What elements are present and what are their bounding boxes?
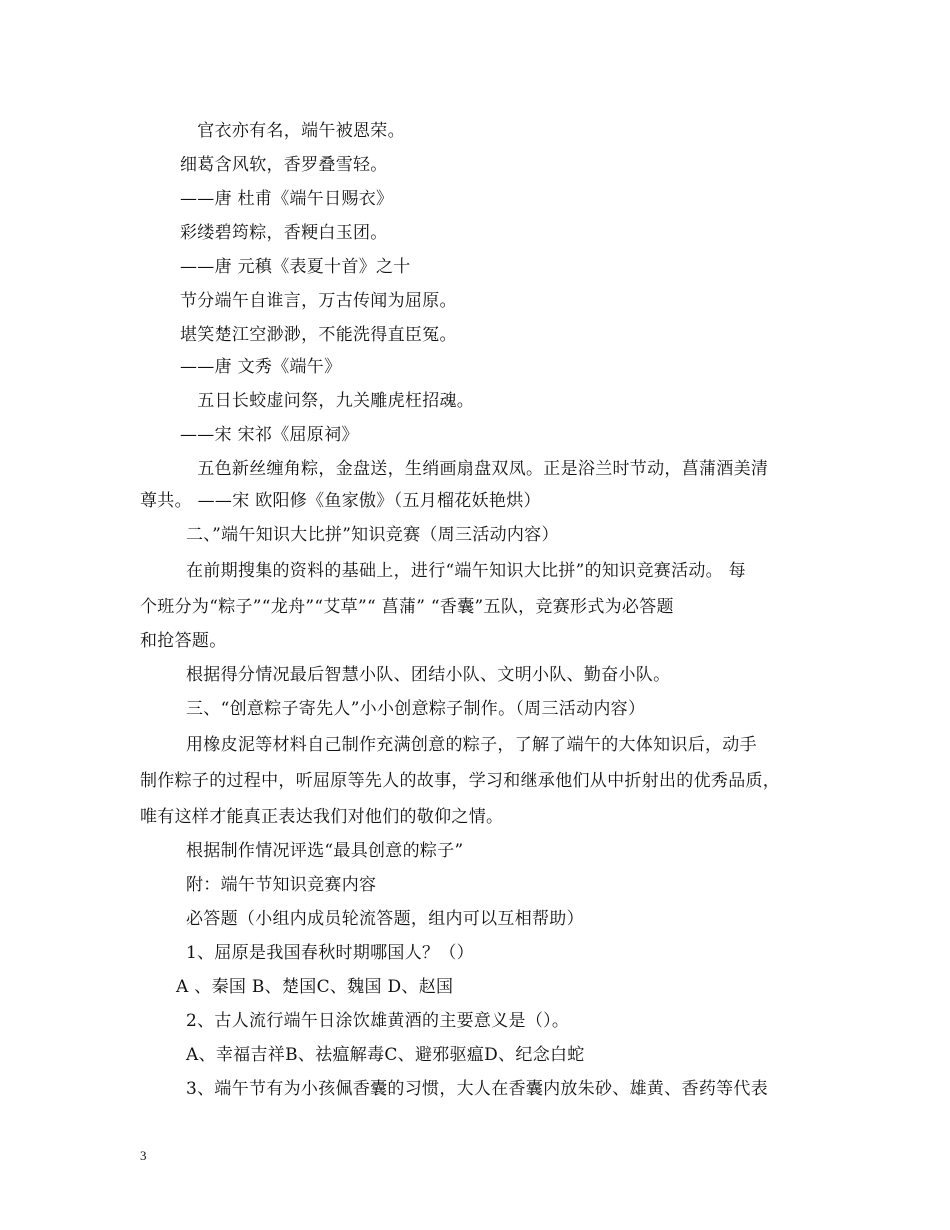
text-line: 彩缕碧筠粽，香粳白玉团。: [180, 223, 388, 243]
text-line: 根据得分情况最后智慧小队、团结小队、文明小队、勤奋小队。: [186, 665, 671, 685]
text-line: 节分端午自谁言，万古传闻为屈原。: [180, 291, 457, 311]
text-line: 在前期搜集的资料的基础上，进行“端午知识大比拼”的知识竞赛活动。 每: [186, 561, 746, 581]
section-heading: 二、”端午知识大比拼”知识竞赛（周三活动内容）: [186, 525, 559, 545]
question-line: 1、屈原是我国春秋时期哪国人？（）: [186, 943, 474, 963]
question-line: 3、端午节有为小孩佩香囊的习惯，大人在香囊内放朱砂、雄黄、香药等代表: [186, 1079, 769, 1099]
question-line: 2、古人流行端午日涂饮雄黄酒的主要意义是（）。: [186, 1011, 570, 1031]
text-line: ——唐 杜甫《端午日赐衣》: [180, 189, 394, 209]
text-line: 官衣亦有名，端午被恩荣。: [180, 121, 405, 141]
text-line: 细葛含风软，香罗叠雪轻。: [180, 155, 388, 175]
text-line: 制作粽子的过程中，听屈原等先人的故事，学习和继承他们从中折射出的优秀品质，: [140, 771, 781, 791]
text-line: 五色新丝缠角粽，金盘送，生绡画扇盘双凤。正是浴兰时节动，菖蒲酒美清: [180, 459, 769, 479]
text-line: 和抢答题。: [140, 631, 227, 651]
text-line: 个班分为“粽子”“龙舟”“艾草”“ 菖蒲” “香囊”五队，竞赛形式为必答题: [140, 597, 674, 617]
text-line: 堪笑楚江空渺渺，不能洗得直臣冤。: [180, 325, 457, 345]
option-line: A 、秦国 B、楚国C、魏国 D、赵国: [176, 977, 454, 997]
text-line: 用橡皮泥等材料自己制作充满创意的粽子，了解了端午的大体知识后，动手: [186, 735, 757, 755]
option-line: A、幸福吉祥B、祛瘟解毒C、避邪驱瘟D、纪念白蛇: [186, 1045, 585, 1065]
text-line: ——唐 元稹《表夏十首》之十: [180, 257, 411, 277]
text-line: ——宋 宋祁《屈原祠》: [180, 425, 359, 445]
text-line: 五日长蛟虚问祭，九关雕虎枉招魂。: [180, 391, 475, 411]
text-line: 必答题（小组内成员轮流答题，组内可以互相帮助）: [186, 909, 584, 929]
text-line: 附：端午节知识竞赛内容: [186, 875, 377, 895]
text-line: 尊共。 ——宋 欧阳修《鱼家傲》（五月榴花妖艳烘）: [140, 491, 541, 511]
text-line: ——唐 文秀《端午》: [180, 357, 342, 377]
text-line: 唯有这样才能真正表达我们对他们的敬仰之情。: [140, 807, 504, 827]
section-heading: 三、“创意粽子寄先人”小小创意粽子制作。（周三活动内容）: [186, 699, 646, 719]
text-line: 根据制作情况评选“最具创意的粽子”: [186, 841, 464, 861]
page-number: 3: [140, 1148, 147, 1163]
